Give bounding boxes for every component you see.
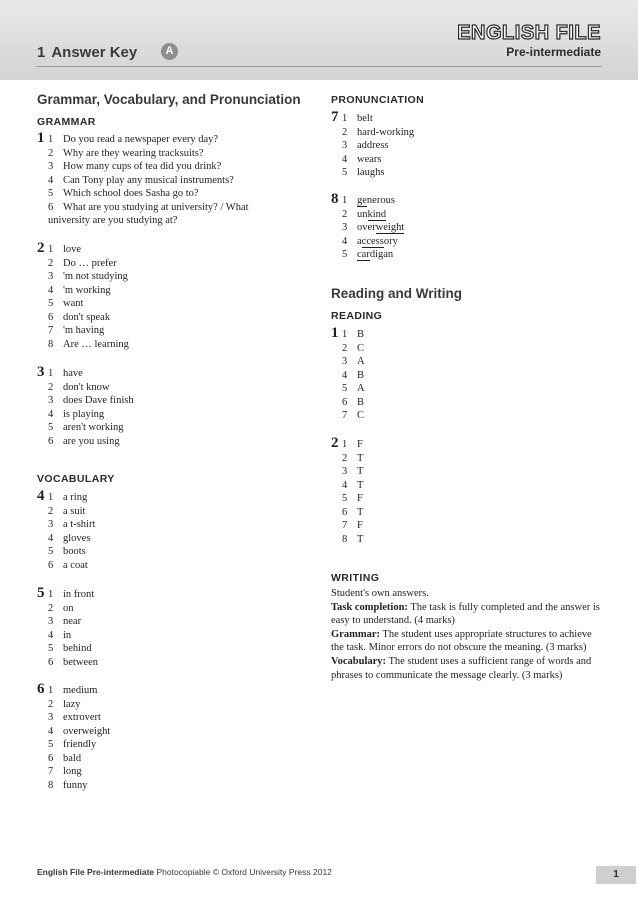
item-number: 8 — [48, 338, 54, 350]
reading-heading: READING — [331, 310, 383, 322]
item-number: 6 — [48, 656, 54, 668]
answer-item — [48, 752, 81, 766]
item-number: 5 — [48, 298, 54, 309]
item-text: Do … prefer — [63, 257, 117, 269]
footer-book: English File Pre-intermediate — [37, 867, 155, 877]
item-number: 1 — [342, 329, 348, 340]
answer-item — [342, 506, 363, 520]
answer-item — [48, 394, 134, 408]
item-text: have — [63, 368, 83, 379]
item-text: belt — [357, 113, 373, 124]
item-number: 7 — [48, 766, 54, 777]
item-text: Are … learning — [63, 338, 129, 350]
item-text: T — [357, 533, 364, 545]
item-text: T — [357, 466, 364, 477]
answer-item — [48, 698, 81, 712]
answer-item — [48, 381, 110, 395]
answer-item — [48, 338, 129, 352]
item-number: 4 — [48, 408, 54, 420]
answer-item — [342, 342, 364, 356]
answer-item — [48, 642, 92, 656]
section-title-rw: Reading and Writing — [331, 286, 462, 301]
answer-item — [342, 519, 363, 533]
item-text: a t-shirt — [63, 519, 96, 530]
exercise-number: 4 — [37, 488, 45, 504]
item-number: 5 — [342, 249, 348, 260]
item-number: 6 — [48, 311, 54, 323]
stressed-syllable: ccess — [361, 235, 384, 247]
writing-grammar — [331, 628, 606, 655]
item-text: generous — [357, 195, 395, 206]
answer-item — [48, 147, 204, 161]
item-text: How many cups of tea did you drink? — [63, 161, 222, 172]
item-number: 1 — [48, 685, 54, 696]
exercise-number: 1 — [37, 130, 45, 146]
writing-vocabulary — [331, 655, 606, 682]
item-text: on — [63, 602, 74, 614]
answer-item — [342, 221, 404, 235]
answer-item — [342, 369, 364, 383]
exercise-number: 5 — [37, 585, 45, 601]
item-number: 4 — [48, 725, 54, 737]
stressed-syllable: weight — [375, 222, 405, 233]
answer-item — [48, 615, 81, 629]
item-number: 5 — [48, 546, 54, 557]
item-number: 1 — [48, 492, 54, 503]
answer-item — [342, 208, 386, 222]
answer-item — [48, 421, 124, 435]
item-number: 4 — [48, 532, 54, 544]
answer-item — [342, 235, 398, 249]
answer-item — [342, 382, 365, 396]
grammar-label: Grammar: — [331, 628, 380, 640]
item-text: university are you studying at? — [48, 215, 178, 226]
answer-item — [342, 396, 364, 410]
item-number: 2 — [342, 342, 348, 354]
item-text: T — [357, 452, 364, 464]
answer-item — [48, 491, 87, 505]
item-text: T — [357, 479, 364, 491]
vocabulary-heading: VOCABULARY — [37, 473, 115, 485]
item-number: 3 — [48, 519, 54, 530]
answer-item — [342, 112, 373, 126]
item-text: between — [63, 656, 98, 668]
item-text: F — [357, 493, 363, 504]
item-number: 2 — [48, 147, 54, 159]
brand-title: ENGLISH FILE — [457, 22, 601, 44]
item-text: Do you read a newspaper every day? — [63, 134, 219, 145]
answer-item — [48, 284, 111, 298]
answer-item — [342, 438, 363, 452]
item-text: funny — [63, 779, 88, 791]
exercise-number: 2 — [331, 435, 339, 451]
item-text: are you using — [63, 435, 120, 447]
item-text: F — [357, 520, 363, 531]
item-number: 4 — [48, 284, 54, 296]
answer-item — [48, 243, 81, 257]
item-text: 'm having — [63, 325, 105, 336]
answer-item — [48, 187, 199, 201]
item-number: 5 — [48, 188, 54, 199]
answer-item — [48, 505, 85, 519]
answer-item — [48, 257, 117, 271]
stressed-syllable: ge — [357, 195, 367, 206]
answer-item — [48, 297, 83, 311]
item-text: overweight — [357, 222, 405, 233]
item-text: A — [357, 383, 365, 394]
item-number: 3 — [48, 616, 54, 627]
item-number: 3 — [48, 395, 54, 406]
answer-item — [48, 133, 218, 147]
exercise-number: 8 — [331, 191, 339, 207]
item-number: 6 — [342, 396, 348, 408]
answer-item — [342, 533, 363, 547]
item-text: T — [357, 506, 364, 518]
item-number: 5 — [342, 493, 348, 504]
item-number: 8 — [48, 779, 54, 791]
answer-item — [342, 248, 393, 262]
item-number: 2 — [342, 452, 348, 464]
item-text: B — [357, 396, 365, 408]
version-badge: A — [161, 43, 178, 60]
item-number: 1 — [342, 113, 348, 124]
item-text: in — [63, 629, 72, 641]
answer-item — [48, 602, 74, 616]
item-number: 3 — [48, 161, 54, 172]
item-number: 3 — [48, 271, 54, 282]
header-rule — [36, 66, 602, 67]
item-number: 4 — [342, 479, 348, 491]
item-number: 8 — [342, 533, 348, 545]
item-text: a coat — [63, 559, 88, 571]
item-text: long — [63, 766, 82, 777]
item-number: 3 — [342, 466, 348, 477]
grammar-heading: GRAMMAR — [37, 116, 96, 128]
item-number: 5 — [48, 739, 54, 750]
item-text: behind — [63, 643, 92, 654]
item-text: laughs — [357, 167, 385, 178]
item-number: 2 — [48, 505, 54, 517]
item-text: A — [357, 356, 365, 367]
answer-item — [342, 139, 389, 153]
answer-item — [342, 126, 414, 140]
item-text: don't know — [63, 381, 110, 393]
item-text: What are you studying at university? / What — [63, 201, 249, 213]
vocab-label: Vocabulary: — [331, 655, 387, 667]
item-number: 7 — [342, 520, 348, 531]
item-text: address — [357, 140, 389, 151]
answer-item — [48, 656, 98, 670]
answer-item — [48, 779, 88, 793]
grammar-text: The student uses appropriate structures to achieve the task. Minor errors do not obscure the meaning. (3 marks) — [331, 628, 592, 654]
item-text: is playing — [63, 408, 105, 420]
answer-item — [48, 532, 90, 546]
answer-item — [48, 160, 221, 174]
answer-item — [48, 711, 101, 725]
answer-item — [342, 452, 363, 466]
item-number: 7 — [342, 410, 348, 421]
item-text: don't speak — [63, 311, 111, 323]
item-text: Which school does Sasha go to? — [63, 188, 199, 199]
item-number: 1 — [342, 195, 348, 206]
item-text: wears — [357, 153, 382, 165]
exercise-number: 3 — [37, 364, 45, 380]
item-text: in front — [63, 589, 95, 600]
footer-copyright — [37, 867, 332, 877]
item-number: 3 — [342, 222, 348, 233]
item-text: aren't working — [63, 422, 124, 433]
item-text: B — [357, 369, 365, 381]
item-text: F — [357, 439, 363, 450]
item-text: 'm working — [63, 284, 111, 296]
item-text: unkind — [357, 208, 387, 220]
answer-item — [48, 311, 110, 325]
answer-item — [342, 409, 364, 423]
item-number: 4 — [48, 629, 54, 641]
answer-item — [342, 355, 365, 369]
answer-item — [48, 367, 83, 381]
answer-item — [48, 408, 104, 422]
answer-item — [48, 324, 104, 338]
item-number: 2 — [342, 208, 348, 220]
item-text: hard-working — [357, 126, 415, 138]
item-text: cardigan — [357, 249, 394, 260]
answer-item — [48, 174, 234, 188]
stressed-syllable: kind — [367, 208, 387, 220]
item-number: 6 — [48, 752, 54, 764]
item-number: 5 — [342, 167, 348, 178]
exercise-number: 2 — [37, 240, 45, 256]
answer-item — [48, 684, 97, 698]
answer-item — [342, 465, 363, 479]
answer-item — [48, 765, 82, 779]
answer-item — [48, 270, 128, 284]
item-text: C — [357, 342, 365, 354]
unit-number: 1 — [37, 44, 46, 61]
item-text: medium — [63, 685, 98, 696]
unit-label: Answer Key — [51, 44, 138, 61]
answer-item — [48, 559, 88, 573]
writing-task — [331, 601, 606, 628]
item-number: 2 — [48, 381, 54, 393]
item-number: 3 — [342, 356, 348, 367]
item-number: 5 — [48, 422, 54, 433]
unit-title — [37, 44, 137, 61]
item-text: overweight — [63, 725, 111, 737]
item-number: 4 — [342, 235, 348, 247]
item-number: 5 — [342, 383, 348, 394]
brand-logo — [457, 22, 601, 60]
exercise-number: 7 — [331, 109, 339, 125]
vocab-text: The student uses a sufficient range of words and phrases to communicate the message clearly. (3 marks) — [331, 655, 592, 681]
answer-item — [48, 725, 110, 739]
item-text: gloves — [63, 532, 91, 544]
item-text: extrovert — [63, 712, 101, 723]
answer-item — [342, 166, 384, 180]
item-text: want — [63, 298, 84, 309]
item-number: 1 — [48, 134, 54, 145]
item-number: 6 — [48, 435, 54, 447]
item-text: friendly — [63, 739, 97, 750]
item-number: 3 — [48, 712, 54, 723]
item-text: does Dave finish — [63, 395, 134, 406]
item-text: lazy — [63, 698, 81, 710]
item-number: 2 — [342, 126, 348, 138]
stressed-syllable: car — [357, 249, 370, 260]
item-number: 2 — [48, 257, 54, 269]
page-number: 1 — [596, 866, 636, 884]
answer-item — [48, 545, 86, 559]
answer-item — [48, 629, 71, 643]
answer-item — [48, 214, 177, 228]
task-label: Task completion: — [331, 601, 408, 613]
footer-text: Photocopiable © Oxford University Press 2012 — [154, 867, 332, 877]
item-text: accessory — [357, 235, 398, 247]
item-number: 4 — [342, 369, 348, 381]
item-text: Can Tony play any musical instruments? — [63, 174, 234, 186]
item-number: 2 — [48, 698, 54, 710]
item-number: 2 — [48, 602, 54, 614]
answer-item — [48, 201, 249, 215]
answer-item — [342, 479, 363, 493]
item-number: 4 — [342, 153, 348, 165]
task-text: The task is fully completed and the answer is easy to understand. (4 marks) — [331, 601, 600, 627]
exercise-number: 6 — [37, 681, 45, 697]
item-text: a ring — [63, 492, 88, 503]
item-number: 5 — [48, 643, 54, 654]
item-text: bald — [63, 752, 82, 764]
item-number: 1 — [48, 244, 54, 255]
item-text: boots — [63, 546, 86, 557]
brand-subtitle: Pre-intermediate — [506, 45, 601, 59]
answer-item — [48, 518, 95, 532]
answer-item — [48, 738, 96, 752]
item-text: C — [357, 410, 365, 421]
item-number: 1 — [342, 439, 348, 450]
answer-item — [342, 194, 395, 208]
writing-intro: Student's own answers. — [331, 588, 429, 599]
section-title-gvp: Grammar, Vocabulary, and Pronunciation — [37, 92, 301, 107]
item-number: 3 — [342, 140, 348, 151]
item-number: 1 — [48, 368, 54, 379]
item-text: a suit — [63, 505, 86, 517]
answer-item — [48, 588, 94, 602]
item-text: B — [357, 329, 365, 340]
exercise-number: 1 — [331, 325, 339, 341]
writing-heading: WRITING — [331, 572, 380, 584]
item-text: Why are they wearing tracksuits? — [63, 147, 204, 159]
answer-item — [48, 435, 120, 449]
answer-item — [342, 492, 363, 506]
item-text: near — [63, 616, 82, 627]
pronunciation-heading: PRONUNCIATION — [331, 94, 425, 106]
item-number: 6 — [342, 506, 348, 518]
item-number: 7 — [48, 325, 54, 336]
writing-answers — [331, 587, 606, 682]
item-number: 4 — [48, 174, 54, 186]
item-number: 1 — [48, 589, 54, 600]
item-number: 6 — [48, 559, 54, 571]
answer-item — [342, 328, 364, 342]
item-text: 'm not studying — [63, 271, 128, 282]
item-text: love — [63, 244, 82, 255]
item-number: 6 — [48, 201, 54, 213]
answer-item — [342, 153, 382, 167]
